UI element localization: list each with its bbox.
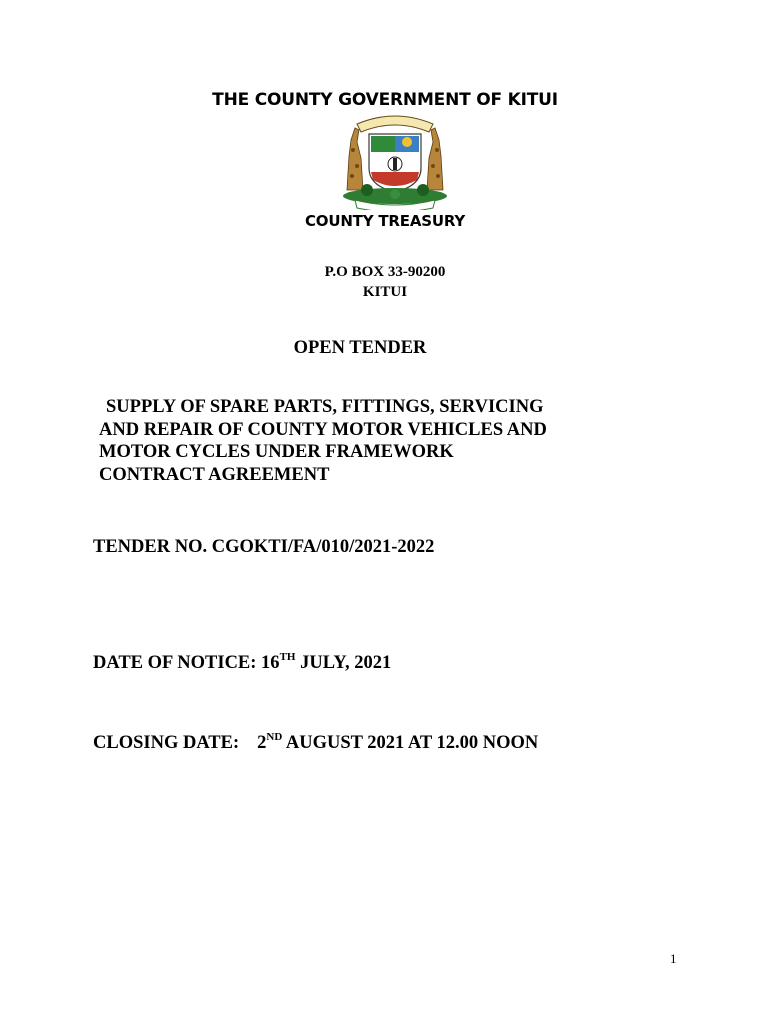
date-of-notice xyxy=(93,653,391,674)
closing-day: 2 xyxy=(257,733,267,753)
department-name: COUNTY TREASURY xyxy=(304,212,466,230)
subject-line: CONTRACT AGREEMENT xyxy=(99,464,330,485)
closing-date-rest: AUGUST 2021 AT 12.00 NOON xyxy=(282,733,539,753)
subject-line: MOTOR CYCLES UNDER FRAMEWORK xyxy=(99,442,454,462)
page-number: 1 xyxy=(670,951,677,966)
notice-ordinal-suffix: TH xyxy=(279,651,296,663)
subject-line: SUPPLY OF SPARE PARTS, FITTINGS, SERVICING xyxy=(106,397,544,417)
tender-number: TENDER NO. CGOKTI/FA/010/2021-2022 xyxy=(93,537,435,557)
subject-line: AND REPAIR OF COUNTY MOTOR VEHICLES AND xyxy=(99,419,547,440)
tender-type-heading: OPEN TENDER xyxy=(293,338,427,358)
closing-ordinal-suffix: ND xyxy=(266,731,283,743)
notice-label: DATE OF NOTICE: 16 xyxy=(93,653,280,673)
crest-emblem-icon xyxy=(337,110,453,210)
county-crest-logo xyxy=(337,110,453,210)
address-line-pobox: P.O BOX 33-90200 xyxy=(324,264,446,280)
closing-date xyxy=(93,733,538,754)
postal-address xyxy=(0,262,770,302)
notice-date-rest: JULY, 2021 xyxy=(295,653,392,673)
tender-subject xyxy=(99,396,547,486)
closing-label: CLOSING DATE: xyxy=(93,733,240,753)
county-title: THE COUNTY GOVERNMENT OF KITUI xyxy=(212,90,558,110)
address-line-town: KITUI xyxy=(362,284,408,300)
